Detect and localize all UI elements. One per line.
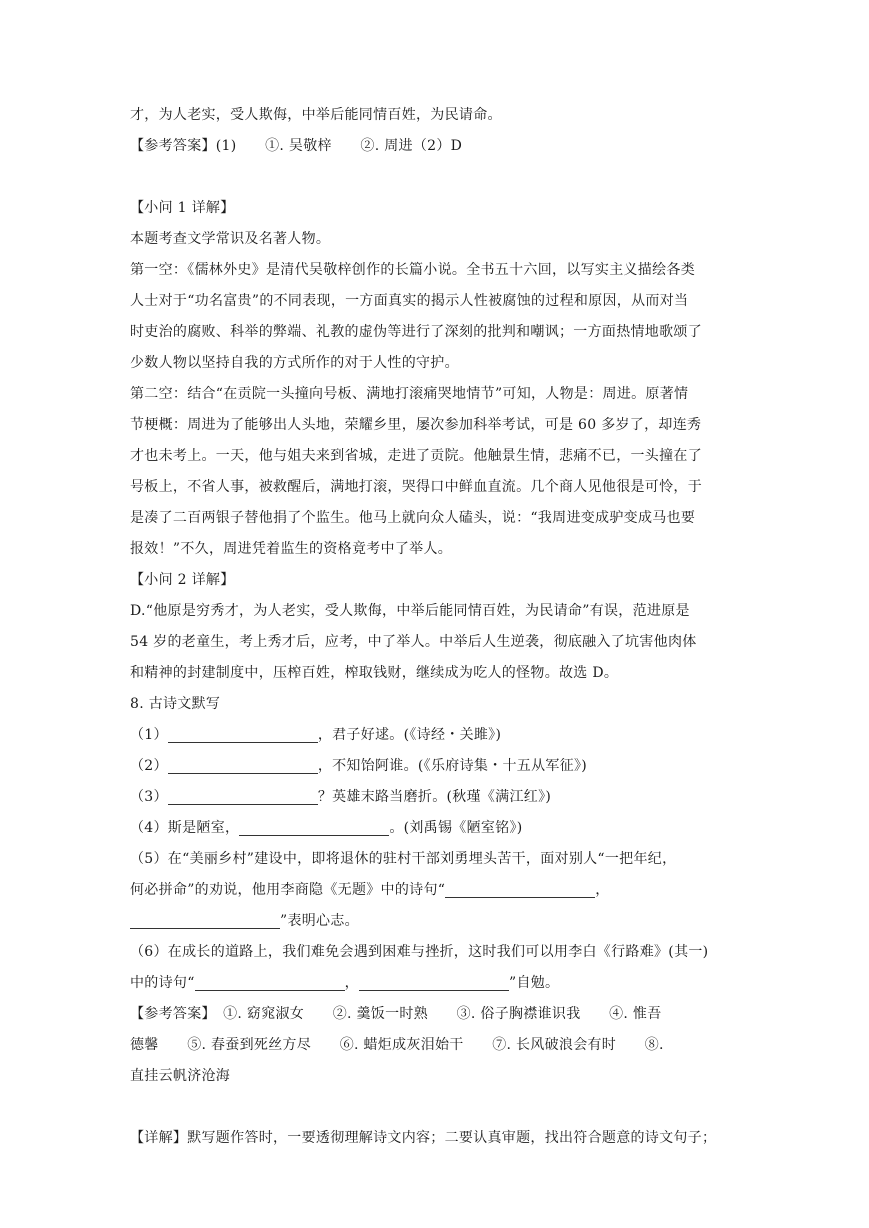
item-prefix: （2） bbox=[130, 758, 168, 774]
paragraph-line: 第二空：结合“在贡院一头撞向号板、满地打滚痛哭地情节”可知，人物是：周进。原著情 bbox=[130, 386, 689, 402]
spacer bbox=[130, 1092, 770, 1123]
q7-answer-line: 【参考答案】(1) ①. 吴敬梓 ②. 周进（2）D bbox=[130, 138, 463, 154]
paragraph-line: 时吏治的腐败、科举的弊端、礼教的虚伪等进行了深刻的批判和嘲讽；一方面热情地歌颂了 bbox=[130, 324, 702, 340]
answer-blank bbox=[359, 974, 509, 991]
q8-item-5-line-2 bbox=[130, 875, 770, 906]
answer-blank bbox=[130, 912, 280, 929]
item-prefix: （4）斯是陋室， bbox=[130, 820, 240, 836]
paragraph-line: D.“他原是穷秀才，为人老实，受人欺侮，中举后能同情百姓，为民请命”有误，范进原是 bbox=[130, 603, 690, 619]
item-suffix: 。(刘禹锡《陋室铭》) bbox=[389, 820, 523, 836]
document-page bbox=[130, 100, 770, 1154]
item-suffix: ，君子好逑。(《诗经・关雎》) bbox=[317, 727, 502, 743]
q8-item-6-line-2 bbox=[130, 968, 770, 999]
paragraph-line: 人士对于“功名富贵”的不同表现，一方面真实的揭示人性被腐蚀的过程和原因，从而对当 bbox=[130, 293, 689, 309]
answer-blank bbox=[239, 819, 389, 836]
answer-blank bbox=[168, 726, 318, 743]
paragraph-line: 报效！”不久，周进凭着监生的资格竟考中了举人。 bbox=[130, 541, 453, 557]
q8-item-6-line-1: （6）在成长的道路上，我们难免会遇到困难与挫折，这时我们可以用李白《行路难》(其一) bbox=[130, 944, 709, 960]
q8-item-5-line-1: （5）在“美丽乡村”建设中，即将退休的驻村干部刘勇埋头苦干，面对别人“一把年纪， bbox=[130, 851, 677, 867]
answer-blank bbox=[195, 974, 345, 991]
paragraph-line: 节梗概：周进为了能够出人头地，荣耀乡里，屡次参加科举考试，可是 60 多岁了，却连秀 bbox=[130, 417, 702, 433]
paragraph-line: 54 岁的老童生，考上秀才后，应考，中了举人。中举后人生逆袭，彻底融入了坑害他肉体 bbox=[130, 634, 697, 650]
item-suffix: ”自勉。 bbox=[508, 975, 560, 991]
paragraph-line: 才也未考上。一天，他与姐夫来到省城，走进了贡院。他触景生情，悲痛不已，一头撞在了 bbox=[130, 448, 702, 464]
paragraph-line: 是凑了二百两银子替他捐了个监生。他马上就向众人磕头，说：“我周进变成驴变成马也要 bbox=[130, 510, 696, 526]
q7-sub2-header: 【小问 2 详解】 bbox=[130, 572, 235, 588]
answer-blank bbox=[445, 881, 595, 898]
item-suffix: ，不知饴阿谁。(《乐府诗集・十五从军征》) bbox=[317, 758, 588, 774]
item-prefix: （1） bbox=[130, 727, 168, 743]
q8-detail-line: 【详解】默写题作答时，一要透彻理解诗文内容；二要认真审题，找出符合题意的诗文句子； bbox=[130, 1130, 717, 1146]
q8-item-4 bbox=[130, 813, 770, 844]
q7-sub1-header: 【小问 1 详解】 bbox=[130, 200, 235, 216]
item-suffix: ？英雄末路当磨折。(秋瑾《满江红》) bbox=[317, 789, 552, 805]
q8-item-3 bbox=[130, 782, 770, 813]
paragraph-line: 号板上，不省人事，被救醒后，满地打滚，哭得口中鲜血直流。几个商人见他很是可怜，于 bbox=[130, 479, 702, 495]
q8-item-5-line-3 bbox=[130, 906, 770, 937]
item-suffix: ”表明心志。 bbox=[280, 913, 359, 929]
item-suffix: ， bbox=[595, 882, 610, 898]
q8-answer-line-1: 【参考答案】 ①. 窈窕淑女 ②. 羹饭一时熟 ③. 俗子胸襟谁识我 ④. 惟吾 bbox=[130, 1006, 662, 1022]
q8-title: 8. 古诗文默写 bbox=[130, 696, 221, 712]
q8-answer-line-2: 德馨 ⑤. 春蚕到死丝方尽 ⑥. 蜡炬成灰泪始干 ⑦. 长风破浪会有时 ⑧. bbox=[130, 1037, 664, 1053]
q8-answer-line-3: 直挂云帆济沧海 bbox=[130, 1068, 231, 1084]
item-prefix: （3） bbox=[130, 789, 168, 805]
spacer bbox=[130, 162, 770, 193]
q8-item-1 bbox=[130, 720, 770, 751]
item-prefix: 中的诗句“ bbox=[130, 975, 195, 991]
q8-item-2 bbox=[130, 751, 770, 782]
paragraph-line: 少数人物以坚持自我的方式所作的对于人性的守护。 bbox=[130, 355, 459, 371]
paragraph-line: 本题考查文学常识及名著人物。 bbox=[130, 231, 331, 247]
answer-blank bbox=[168, 757, 318, 774]
paragraph-line: 第一空：《儒林外史》是清代吴敬梓创作的长篇小说。全书五十六回，以写实主义描绘各类 bbox=[130, 262, 695, 278]
item-prefix: 何必拼命”的劝说，他用李商隐《无题》中的诗句“ bbox=[130, 882, 446, 898]
answer-blank bbox=[168, 788, 318, 805]
item-separator: ， bbox=[344, 975, 359, 991]
paragraph-line: 和精神的封建制度中，压榨百姓，榨取钱财，继续成为吃人的怪物。故选 D。 bbox=[130, 665, 619, 681]
intro-line: 才，为人老实，受人欺侮，中举后能同情百姓，为民请命。 bbox=[130, 107, 502, 123]
